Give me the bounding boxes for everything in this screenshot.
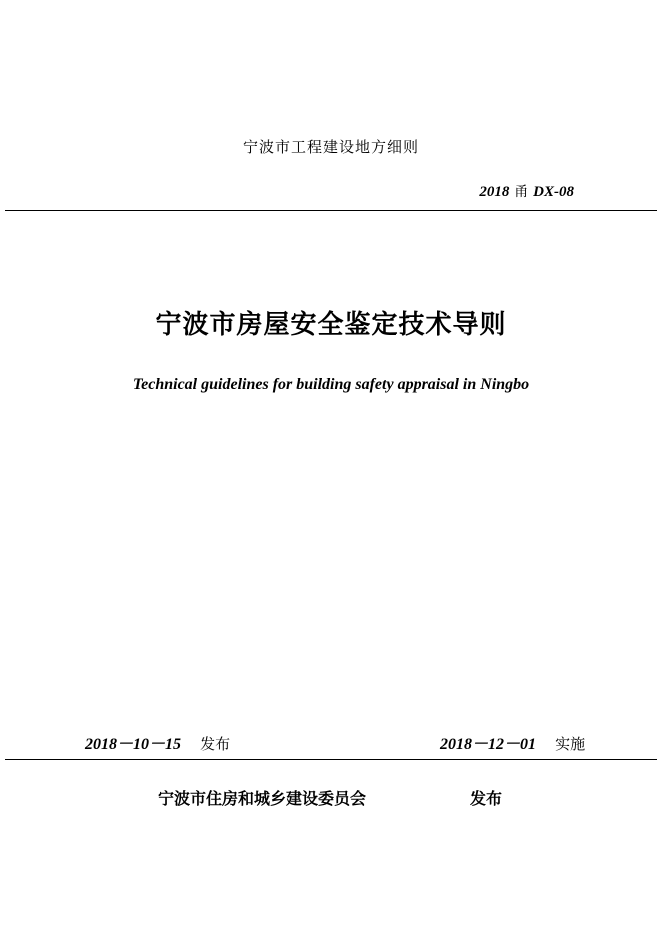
issue-date-block — [85, 731, 230, 754]
standard-code-char: 甬 — [514, 184, 529, 200]
standard-code-number: DX-08 — [533, 184, 574, 200]
effective-label: 实施 — [555, 735, 586, 753]
effective-date-block — [440, 731, 585, 754]
standard-code-year: 2018 — [479, 184, 510, 200]
effective-date: 2018－12－01 — [440, 736, 537, 753]
publish-label: 发布 — [470, 789, 503, 808]
issue-label: 发布 — [200, 735, 231, 753]
series-title: 宁波市工程建设地方细则 — [242, 138, 419, 156]
standard-code — [479, 181, 574, 201]
document-title-english: Technical guidelines for building safety appraisal in Ningbo — [132, 376, 530, 393]
top-divider — [5, 210, 657, 211]
issue-date: 2018－10－15 — [85, 736, 182, 753]
publisher-name: 宁波市住房和城乡建设委员会 — [158, 789, 367, 808]
document-title: 宁波市房屋安全鉴定技术导则 — [155, 310, 507, 340]
bottom-divider — [5, 759, 657, 760]
